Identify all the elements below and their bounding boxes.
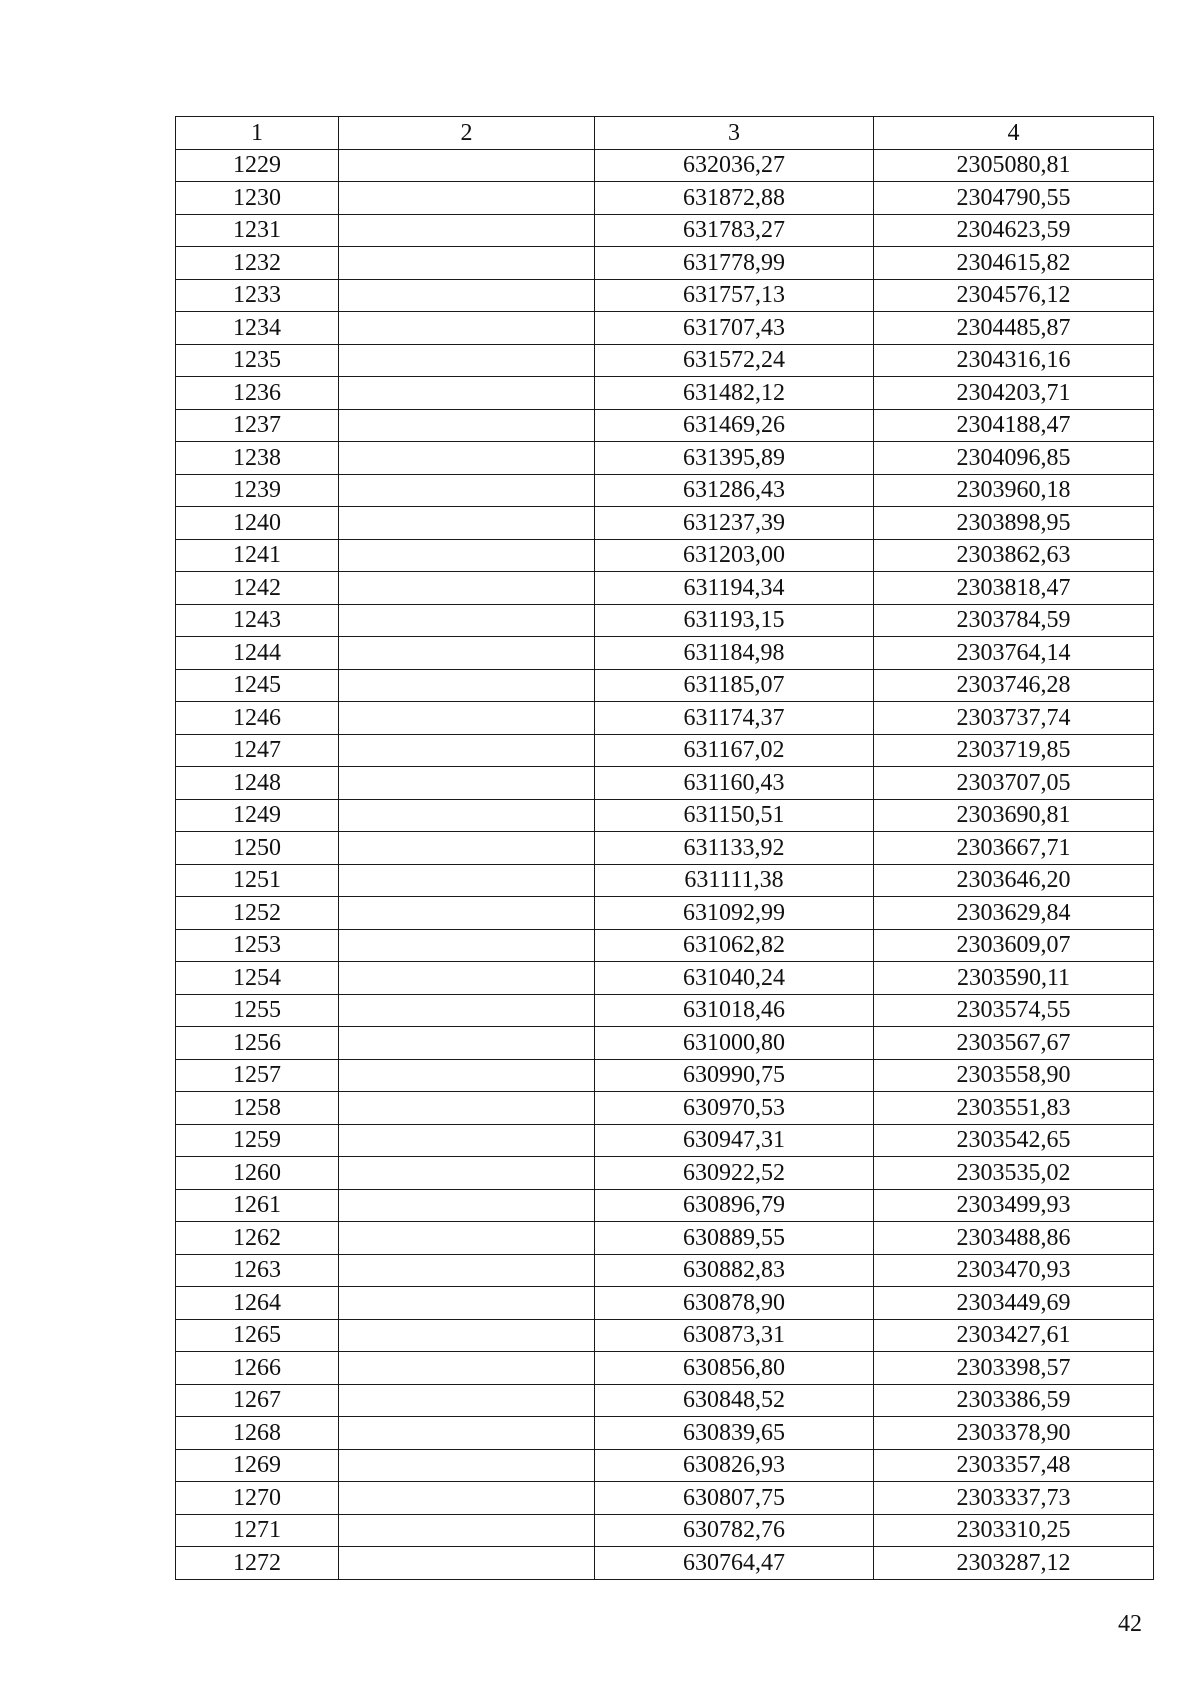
point-number-cell: 1234 <box>176 312 339 345</box>
x-coordinate-cell: 630839,65 <box>595 1417 874 1450</box>
point-number-cell: 1232 <box>176 247 339 280</box>
point-number-cell: 1235 <box>176 344 339 377</box>
column-2-cell <box>339 1514 595 1547</box>
x-coordinate-cell: 631286,43 <box>595 474 874 507</box>
column-2-cell <box>339 539 595 572</box>
point-number-cell: 1236 <box>176 377 339 410</box>
page-number: 42 <box>1118 1611 1142 1637</box>
y-coordinate-cell: 2304615,82 <box>874 247 1154 280</box>
table-row <box>176 1222 1154 1255</box>
x-coordinate-cell: 631133,92 <box>595 832 874 865</box>
y-coordinate-cell: 2304485,87 <box>874 312 1154 345</box>
y-coordinate-cell: 2303764,14 <box>874 637 1154 670</box>
x-coordinate-cell: 631150,51 <box>595 799 874 832</box>
column-2-cell <box>339 669 595 702</box>
table-row <box>176 1482 1154 1515</box>
table-body <box>176 149 1154 1579</box>
y-coordinate-cell: 2303535,02 <box>874 1157 1154 1190</box>
table-row <box>176 279 1154 312</box>
column-2-cell <box>339 409 595 442</box>
x-coordinate-cell: 631707,43 <box>595 312 874 345</box>
y-coordinate-cell: 2303629,84 <box>874 897 1154 930</box>
y-coordinate-cell: 2303719,85 <box>874 734 1154 767</box>
column-2-cell <box>339 962 595 995</box>
table-row <box>176 312 1154 345</box>
x-coordinate-cell: 631167,02 <box>595 734 874 767</box>
y-coordinate-cell: 2303488,86 <box>874 1222 1154 1255</box>
table-row <box>176 962 1154 995</box>
table-row <box>176 1514 1154 1547</box>
point-number-cell: 1254 <box>176 962 339 995</box>
table-row <box>176 897 1154 930</box>
column-2-cell <box>339 799 595 832</box>
column-2-cell <box>339 1547 595 1580</box>
column-2-cell <box>339 1482 595 1515</box>
x-coordinate-cell: 631018,46 <box>595 994 874 1027</box>
x-coordinate-cell: 631174,37 <box>595 702 874 735</box>
x-coordinate-cell: 630889,55 <box>595 1222 874 1255</box>
y-coordinate-cell: 2303558,90 <box>874 1059 1154 1092</box>
column-2-cell <box>339 1222 595 1255</box>
column-2-cell <box>339 344 595 377</box>
x-coordinate-cell: 631160,43 <box>595 767 874 800</box>
point-number-cell: 1253 <box>176 929 339 962</box>
y-coordinate-cell: 2303784,59 <box>874 604 1154 637</box>
x-coordinate-cell: 630947,31 <box>595 1124 874 1157</box>
table-row <box>176 799 1154 832</box>
x-coordinate-cell: 631111,38 <box>595 864 874 897</box>
table-row <box>176 1449 1154 1482</box>
table-row <box>176 214 1154 247</box>
column-2-cell <box>339 767 595 800</box>
coordinates-table <box>175 116 1154 1580</box>
header-cell-col-3: 3 <box>595 117 874 150</box>
table-row <box>176 377 1154 410</box>
table-row <box>176 442 1154 475</box>
y-coordinate-cell: 2304096,85 <box>874 442 1154 475</box>
point-number-cell: 1239 <box>176 474 339 507</box>
table-row <box>176 864 1154 897</box>
point-number-cell: 1252 <box>176 897 339 930</box>
point-number-cell: 1231 <box>176 214 339 247</box>
table-row <box>176 572 1154 605</box>
y-coordinate-cell: 2303542,65 <box>874 1124 1154 1157</box>
x-coordinate-cell: 631395,89 <box>595 442 874 475</box>
y-coordinate-cell: 2303737,74 <box>874 702 1154 735</box>
table-row <box>176 1189 1154 1222</box>
column-2-cell <box>339 929 595 962</box>
column-2-cell <box>339 1092 595 1125</box>
y-coordinate-cell: 2304790,55 <box>874 182 1154 215</box>
point-number-cell: 1243 <box>176 604 339 637</box>
table-row <box>176 1092 1154 1125</box>
point-number-cell: 1233 <box>176 279 339 312</box>
column-2-cell <box>339 1287 595 1320</box>
y-coordinate-cell: 2303449,69 <box>874 1287 1154 1320</box>
x-coordinate-cell: 630922,52 <box>595 1157 874 1190</box>
table-row <box>176 832 1154 865</box>
point-number-cell: 1266 <box>176 1352 339 1385</box>
table-row <box>176 1384 1154 1417</box>
column-2-cell <box>339 1352 595 1385</box>
column-2-cell <box>339 1449 595 1482</box>
table-row <box>176 1027 1154 1060</box>
x-coordinate-cell: 631185,07 <box>595 669 874 702</box>
column-2-cell <box>339 864 595 897</box>
y-coordinate-cell: 2303287,12 <box>874 1547 1154 1580</box>
point-number-cell: 1272 <box>176 1547 339 1580</box>
table-row <box>176 767 1154 800</box>
point-number-cell: 1237 <box>176 409 339 442</box>
point-number-cell: 1242 <box>176 572 339 605</box>
point-number-cell: 1251 <box>176 864 339 897</box>
y-coordinate-cell: 2303898,95 <box>874 507 1154 540</box>
x-coordinate-cell: 632036,27 <box>595 149 874 182</box>
x-coordinate-cell: 631783,27 <box>595 214 874 247</box>
y-coordinate-cell: 2303398,57 <box>874 1352 1154 1385</box>
column-2-cell <box>339 1417 595 1450</box>
column-2-cell <box>339 377 595 410</box>
header-row <box>176 117 1154 150</box>
y-coordinate-cell: 2303357,48 <box>874 1449 1154 1482</box>
table-row <box>176 1287 1154 1320</box>
point-number-cell: 1257 <box>176 1059 339 1092</box>
x-coordinate-cell: 630873,31 <box>595 1319 874 1352</box>
x-coordinate-cell: 630990,75 <box>595 1059 874 1092</box>
table-row <box>176 247 1154 280</box>
y-coordinate-cell: 2303499,93 <box>874 1189 1154 1222</box>
y-coordinate-cell: 2303746,28 <box>874 669 1154 702</box>
column-2-cell <box>339 734 595 767</box>
y-coordinate-cell: 2303310,25 <box>874 1514 1154 1547</box>
y-coordinate-cell: 2305080,81 <box>874 149 1154 182</box>
x-coordinate-cell: 630826,93 <box>595 1449 874 1482</box>
y-coordinate-cell: 2303337,73 <box>874 1482 1154 1515</box>
column-2-cell <box>339 1027 595 1060</box>
point-number-cell: 1247 <box>176 734 339 767</box>
x-coordinate-cell: 631203,00 <box>595 539 874 572</box>
x-coordinate-cell: 630970,53 <box>595 1092 874 1125</box>
y-coordinate-cell: 2303427,61 <box>874 1319 1154 1352</box>
point-number-cell: 1246 <box>176 702 339 735</box>
x-coordinate-cell: 631000,80 <box>595 1027 874 1060</box>
header-cell-col-1: 1 <box>176 117 339 150</box>
column-2-cell <box>339 572 595 605</box>
point-number-cell: 1260 <box>176 1157 339 1190</box>
column-2-cell <box>339 1059 595 1092</box>
point-number-cell: 1250 <box>176 832 339 865</box>
point-number-cell: 1245 <box>176 669 339 702</box>
y-coordinate-cell: 2303862,63 <box>874 539 1154 572</box>
point-number-cell: 1256 <box>176 1027 339 1060</box>
column-2-cell <box>339 279 595 312</box>
x-coordinate-cell: 631193,15 <box>595 604 874 637</box>
x-coordinate-cell: 631184,98 <box>595 637 874 670</box>
point-number-cell: 1249 <box>176 799 339 832</box>
table-row <box>176 1547 1154 1580</box>
point-number-cell: 1258 <box>176 1092 339 1125</box>
x-coordinate-cell: 630882,83 <box>595 1254 874 1287</box>
y-coordinate-cell: 2304203,71 <box>874 377 1154 410</box>
point-number-cell: 1255 <box>176 994 339 1027</box>
table-row <box>176 149 1154 182</box>
table-row <box>176 1157 1154 1190</box>
table-row <box>176 344 1154 377</box>
y-coordinate-cell: 2303667,71 <box>874 832 1154 865</box>
y-coordinate-cell: 2303590,11 <box>874 962 1154 995</box>
x-coordinate-cell: 630878,90 <box>595 1287 874 1320</box>
table-row <box>176 929 1154 962</box>
y-coordinate-cell: 2303609,07 <box>874 929 1154 962</box>
column-2-cell <box>339 474 595 507</box>
column-2-cell <box>339 442 595 475</box>
x-coordinate-cell: 630782,76 <box>595 1514 874 1547</box>
point-number-cell: 1263 <box>176 1254 339 1287</box>
table-row <box>176 669 1154 702</box>
column-2-cell <box>339 247 595 280</box>
point-number-cell: 1261 <box>176 1189 339 1222</box>
column-2-cell <box>339 994 595 1027</box>
column-2-cell <box>339 1157 595 1190</box>
table-row <box>176 1254 1154 1287</box>
column-2-cell <box>339 1124 595 1157</box>
column-2-cell <box>339 1254 595 1287</box>
point-number-cell: 1240 <box>176 507 339 540</box>
x-coordinate-cell: 631237,39 <box>595 507 874 540</box>
header-cell-col-2: 2 <box>339 117 595 150</box>
table-row <box>176 1319 1154 1352</box>
point-number-cell: 1238 <box>176 442 339 475</box>
header-cell-col-4: 4 <box>874 117 1154 150</box>
table-row <box>176 994 1154 1027</box>
column-2-cell <box>339 897 595 930</box>
point-number-cell: 1262 <box>176 1222 339 1255</box>
column-2-cell <box>339 312 595 345</box>
point-number-cell: 1248 <box>176 767 339 800</box>
point-number-cell: 1230 <box>176 182 339 215</box>
point-number-cell: 1259 <box>176 1124 339 1157</box>
point-number-cell: 1264 <box>176 1287 339 1320</box>
column-2-cell <box>339 702 595 735</box>
column-2-cell <box>339 1189 595 1222</box>
column-2-cell <box>339 507 595 540</box>
x-coordinate-cell: 630856,80 <box>595 1352 874 1385</box>
table-row <box>176 637 1154 670</box>
table-row <box>176 702 1154 735</box>
table-header <box>176 117 1154 150</box>
column-2-cell <box>339 637 595 670</box>
y-coordinate-cell: 2303960,18 <box>874 474 1154 507</box>
x-coordinate-cell: 631572,24 <box>595 344 874 377</box>
x-coordinate-cell: 630764,47 <box>595 1547 874 1580</box>
y-coordinate-cell: 2304576,12 <box>874 279 1154 312</box>
y-coordinate-cell: 2303646,20 <box>874 864 1154 897</box>
x-coordinate-cell: 631757,13 <box>595 279 874 312</box>
y-coordinate-cell: 2303707,05 <box>874 767 1154 800</box>
y-coordinate-cell: 2303567,67 <box>874 1027 1154 1060</box>
column-2-cell <box>339 214 595 247</box>
column-2-cell <box>339 149 595 182</box>
point-number-cell: 1265 <box>176 1319 339 1352</box>
point-number-cell: 1271 <box>176 1514 339 1547</box>
x-coordinate-cell: 631482,12 <box>595 377 874 410</box>
point-number-cell: 1268 <box>176 1417 339 1450</box>
point-number-cell: 1269 <box>176 1449 339 1482</box>
x-coordinate-cell: 630848,52 <box>595 1384 874 1417</box>
table-row <box>176 1124 1154 1157</box>
y-coordinate-cell: 2303690,81 <box>874 799 1154 832</box>
point-number-cell: 1244 <box>176 637 339 670</box>
y-coordinate-cell: 2304316,16 <box>874 344 1154 377</box>
y-coordinate-cell: 2303551,83 <box>874 1092 1154 1125</box>
column-2-cell <box>339 604 595 637</box>
y-coordinate-cell: 2303470,93 <box>874 1254 1154 1287</box>
x-coordinate-cell: 631092,99 <box>595 897 874 930</box>
x-coordinate-cell: 631469,26 <box>595 409 874 442</box>
x-coordinate-cell: 631194,34 <box>595 572 874 605</box>
table-row <box>176 539 1154 572</box>
point-number-cell: 1270 <box>176 1482 339 1515</box>
x-coordinate-cell: 630896,79 <box>595 1189 874 1222</box>
point-number-cell: 1241 <box>176 539 339 572</box>
y-coordinate-cell: 2304623,59 <box>874 214 1154 247</box>
x-coordinate-cell: 631872,88 <box>595 182 874 215</box>
x-coordinate-cell: 630807,75 <box>595 1482 874 1515</box>
x-coordinate-cell: 631778,99 <box>595 247 874 280</box>
y-coordinate-cell: 2303574,55 <box>874 994 1154 1027</box>
y-coordinate-cell: 2303378,90 <box>874 1417 1154 1450</box>
column-2-cell <box>339 1319 595 1352</box>
table-row <box>176 182 1154 215</box>
y-coordinate-cell: 2303818,47 <box>874 572 1154 605</box>
table-row <box>176 604 1154 637</box>
table-row <box>176 507 1154 540</box>
column-2-cell <box>339 1384 595 1417</box>
y-coordinate-cell: 2304188,47 <box>874 409 1154 442</box>
table-row <box>176 1352 1154 1385</box>
column-2-cell <box>339 832 595 865</box>
table-row <box>176 474 1154 507</box>
table-row <box>176 1417 1154 1450</box>
x-coordinate-cell: 631062,82 <box>595 929 874 962</box>
x-coordinate-cell: 631040,24 <box>595 962 874 995</box>
point-number-cell: 1229 <box>176 149 339 182</box>
point-number-cell: 1267 <box>176 1384 339 1417</box>
table-row <box>176 1059 1154 1092</box>
column-2-cell <box>339 182 595 215</box>
table-row <box>176 409 1154 442</box>
y-coordinate-cell: 2303386,59 <box>874 1384 1154 1417</box>
table-row <box>176 734 1154 767</box>
